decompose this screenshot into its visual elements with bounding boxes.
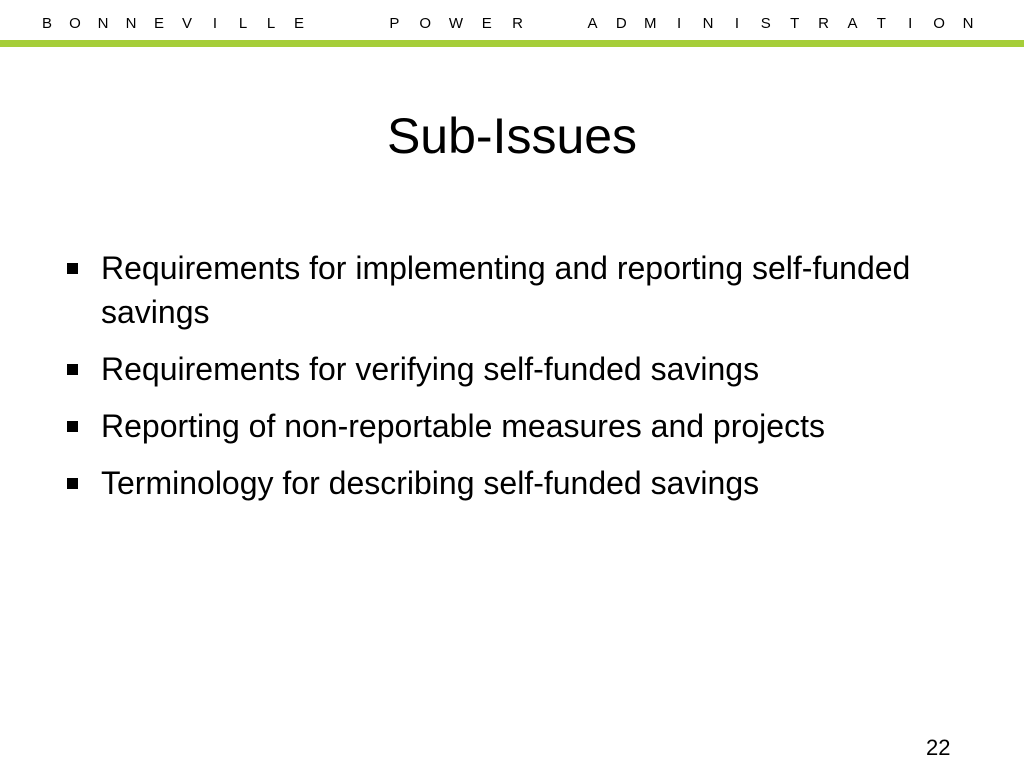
org-letter: W xyxy=(448,15,464,32)
org-letter: P xyxy=(389,15,400,32)
bullet-item xyxy=(60,461,960,505)
org-letter: S xyxy=(760,15,771,32)
organization-header xyxy=(0,10,1024,38)
org-letter: R xyxy=(512,15,523,32)
org-letter: B xyxy=(41,15,52,32)
org-letter: O xyxy=(419,15,432,32)
bullet-text: Terminology for describing self-funded savings xyxy=(101,465,760,501)
org-letter: A xyxy=(847,15,858,32)
square-bullet-icon xyxy=(67,421,78,432)
slide-title: Sub-Issues xyxy=(386,108,638,164)
org-letter: I xyxy=(734,15,739,32)
bullet-text: Requirements for verifying self-funded savings xyxy=(101,351,760,387)
bullet-item xyxy=(60,404,960,448)
org-letter: O xyxy=(69,15,81,32)
org-letter: N xyxy=(702,15,714,32)
org-letter: A xyxy=(587,15,598,32)
org-letter: N xyxy=(962,15,974,32)
org-letter: D xyxy=(615,15,627,32)
org-letter: M xyxy=(643,15,657,32)
org-word-bonneville xyxy=(33,14,313,34)
org-letter: I xyxy=(677,15,682,32)
org-letter: I xyxy=(212,15,218,32)
org-letter: E xyxy=(293,15,304,32)
org-letter: N xyxy=(97,15,109,32)
bullet-text: Reporting of non-reportable measures and projects xyxy=(101,408,825,444)
org-letter: R xyxy=(818,15,829,32)
bullet-item xyxy=(60,347,960,391)
org-letter: L xyxy=(266,15,276,32)
bullet-item xyxy=(60,246,960,334)
square-bullet-icon xyxy=(67,364,78,375)
org-letter: L xyxy=(238,15,248,32)
org-letter: I xyxy=(908,15,913,32)
square-bullet-icon xyxy=(67,478,78,489)
bullet-list xyxy=(60,246,960,518)
org-word-power xyxy=(379,14,533,34)
org-letter: O xyxy=(933,15,945,32)
bullet-text: Requirements for implementing and reporting self-funded savings xyxy=(101,250,911,330)
org-letter: T xyxy=(876,15,886,32)
org-letter: E xyxy=(481,15,492,32)
org-letter: V xyxy=(181,15,192,32)
header-accent-rule xyxy=(0,40,1024,47)
org-letter: E xyxy=(153,15,164,32)
org-letter: N xyxy=(125,15,137,32)
org-word-administration xyxy=(578,14,982,34)
square-bullet-icon xyxy=(67,263,78,274)
page-number: 22 xyxy=(926,735,951,760)
org-letter: T xyxy=(790,15,800,32)
